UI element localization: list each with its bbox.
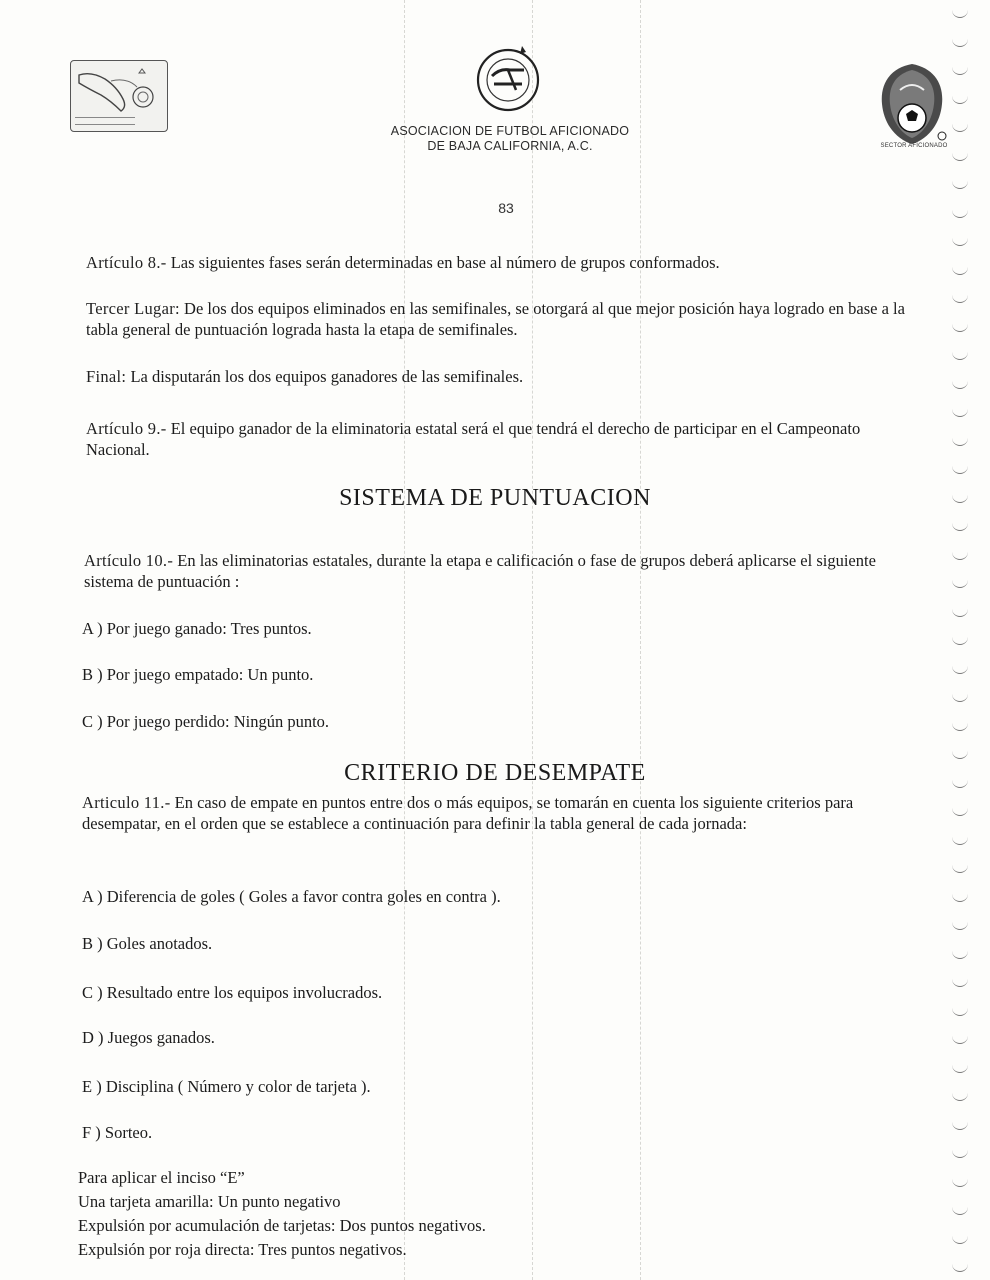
article-8-text: Las siguientes fases serán determinadas en base al número de grupos conformados.: [170, 253, 720, 272]
binding-mark: [952, 580, 968, 588]
binding-mark: [952, 409, 968, 417]
article-10-label: Artículo 10.-: [84, 551, 174, 570]
final-text: La disputarán los dos equipos ganadores de las semifinales.: [130, 367, 524, 386]
tercer-lugar-text: De los dos equipos eliminados en las semifinales, se otorgará al que mejor posición haya logrado en base a la tabla general de puntuación lograda hasta la etapa de semifinales.: [86, 299, 905, 339]
binding-mark: [952, 951, 968, 959]
binding-mark: [952, 808, 968, 816]
binding-mark: [952, 865, 968, 873]
binding-mark: [952, 466, 968, 474]
binding-mark: [952, 124, 968, 132]
binding-mark: [952, 1036, 968, 1044]
article-8: [86, 252, 926, 273]
binding-mark: [952, 1065, 968, 1073]
section-heading-puntuacion: SISTEMA DE PUNTUACION: [339, 485, 651, 511]
desempate-item: F ) Sorteo.: [82, 1123, 153, 1142]
binding-mark: [952, 210, 968, 218]
organization-name: [360, 124, 660, 154]
note-line: Una tarjeta amarilla: Un punto negativo: [78, 1192, 341, 1211]
article-9-text: El equipo ganador de la eliminatoria estatal será el que tendrá el derecho de participar en el Campeonato Nacional.: [86, 419, 861, 459]
note-line: Para aplicar el inciso “E”: [78, 1168, 245, 1187]
binding-mark: [952, 922, 968, 930]
org-line-2: DE BAJA CALIFORNIA, A.C.: [427, 139, 593, 153]
desempate-item: C ) Resultado entre los equipos involucrados.: [82, 983, 383, 1002]
puntuacion-item: A ) Por juego ganado: Tres puntos.: [82, 619, 312, 638]
binding-mark: [952, 894, 968, 902]
final-label: Final:: [86, 367, 127, 386]
binding-mark: [952, 666, 968, 674]
puntuacion-item: B ) Por juego empatado: Un punto.: [82, 665, 314, 684]
binding-mark: [952, 39, 968, 47]
puntuacion-item: C ) Por juego perdido: Ningún punto.: [82, 712, 330, 731]
desempate-item: D ) Juegos ganados.: [82, 1028, 215, 1047]
binding-mark: [952, 438, 968, 446]
binding-mark: [952, 295, 968, 303]
binding-mark: [952, 352, 968, 360]
binding-mark: [952, 67, 968, 75]
spiral-binding: [952, 0, 972, 1280]
binding-mark: [952, 694, 968, 702]
binding-mark: [952, 1093, 968, 1101]
binding-mark: [952, 153, 968, 161]
binding-mark: [952, 1236, 968, 1244]
desempate-item: A ) Diferencia de goles ( Goles a favor contra goles en contra ).: [82, 887, 501, 906]
state-map-logo: [70, 60, 168, 132]
note-line: Expulsión por acumulación de tarjetas: Dos puntos negativos.: [78, 1216, 486, 1235]
binding-mark: [952, 1207, 968, 1215]
article-11: [82, 792, 922, 834]
scan-fold-line: [532, 0, 533, 1280]
article-11-text: En caso de empate en puntos entre dos o más equipos, se tomarán en cuenta los siguiente criterios para desempatar, en el orden que se establece a continuación para definir la tabla general de cada jornada:: [82, 793, 854, 833]
binding-mark: [952, 837, 968, 845]
association-crest-logo: [470, 40, 546, 116]
binding-mark: [952, 181, 968, 189]
binding-mark: [952, 238, 968, 246]
binding-mark: [952, 1264, 968, 1272]
binding-mark: [952, 1008, 968, 1016]
binding-mark: [952, 267, 968, 275]
article-10-text: En las eliminatorias estatales, durante la etapa e calificación o fase de grupos deberá aplicarse el siguiente sistema de puntuación :: [84, 551, 876, 591]
binding-mark: [952, 609, 968, 617]
binding-mark: [952, 96, 968, 104]
note-line: Expulsión por roja directa: Tres puntos negativos.: [78, 1240, 407, 1259]
binding-mark: [952, 1122, 968, 1130]
final: [86, 366, 926, 387]
article-11-label: Articulo 11.-: [82, 793, 171, 812]
section-heading-desempate: CRITERIO DE DESEMPATE: [344, 760, 646, 786]
org-line-1: ASOCIACION DE FUTBOL AFICIONADO: [390, 124, 630, 138]
binding-mark: [952, 552, 968, 560]
tercer-lugar-label: Tercer Lugar:: [86, 299, 180, 318]
binding-mark: [952, 381, 968, 389]
binding-mark: [952, 523, 968, 531]
article-9-label: Artículo 9.-: [86, 419, 167, 438]
page-number: 83: [498, 200, 514, 216]
article-8-label: Artículo 8.-: [86, 253, 167, 272]
mexico-federation-crest: [872, 60, 952, 152]
scan-fold-line: [640, 0, 641, 1280]
binding-mark: [952, 1150, 968, 1158]
binding-mark: [952, 1179, 968, 1187]
article-9: [86, 418, 926, 460]
binding-mark: [952, 723, 968, 731]
binding-mark: [952, 10, 968, 18]
desempate-item: E ) Disciplina ( Número y color de tarjeta ).: [82, 1077, 371, 1096]
desempate-item: B ) Goles anotados.: [82, 934, 213, 953]
article-10: [84, 550, 924, 592]
binding-mark: [952, 751, 968, 759]
sector-caption: SECTOR AFICIONADO: [880, 143, 948, 149]
scan-fold-line: [404, 0, 405, 1280]
tercer-lugar: [86, 298, 926, 340]
binding-mark: [952, 979, 968, 987]
binding-mark: [952, 324, 968, 332]
binding-mark: [952, 637, 968, 645]
